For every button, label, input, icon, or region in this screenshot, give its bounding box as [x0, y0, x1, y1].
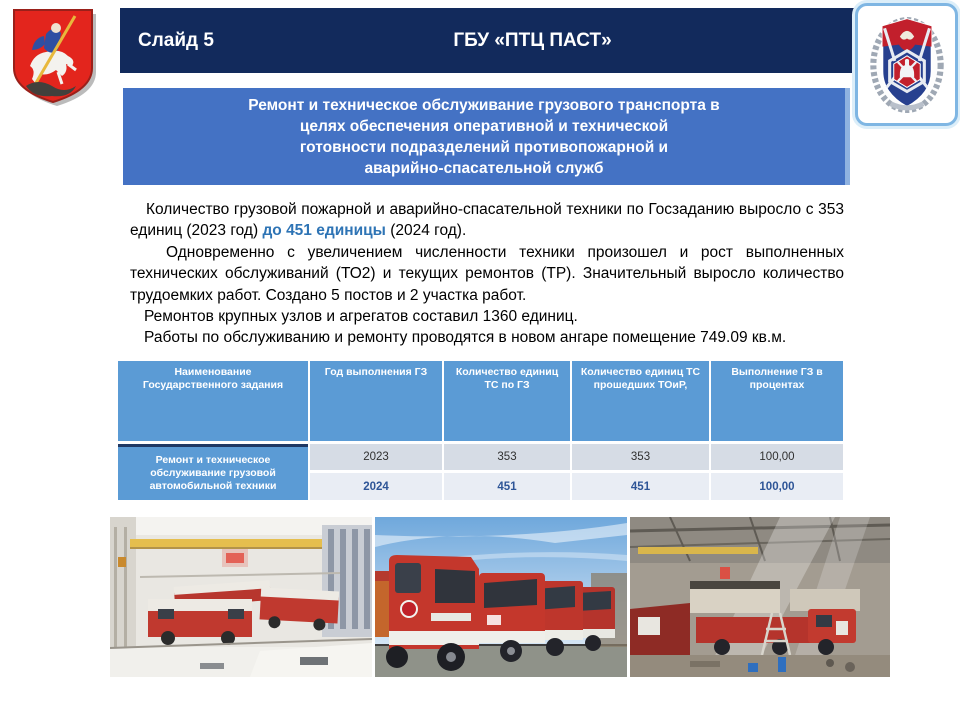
title-line: Ремонт и техническое обслуживание грузового транспорта в: [248, 96, 720, 114]
cell-year-2023: 2023: [310, 444, 442, 470]
table-header-units: Количество единиц ТС по ГЗ: [444, 361, 570, 441]
title-line: аварийно-спасательной служб: [364, 159, 604, 177]
cell-units-2023: 353: [444, 444, 570, 470]
cell-percent-2023: 100,00: [711, 444, 843, 470]
slide-title: [123, 88, 850, 185]
organization-title: ГБУ «ПТЦ ПАСТ»: [453, 29, 612, 51]
title-line: целях обеспечения оперативной и технической: [299, 117, 669, 135]
paragraph-units-growth: [130, 199, 844, 242]
body-text: [130, 199, 844, 349]
photo-workshop-interior: [630, 517, 890, 677]
table-header-year: Год выполнения ГЗ: [310, 361, 442, 441]
table-header-serviced: Количество единиц ТС прошедших ТОиР,: [572, 361, 709, 441]
cell-units-2024: 451: [444, 473, 570, 500]
state-task-table: [118, 361, 843, 500]
table-row-label: Ремонт и техническое обслуживание грузовой автомобильной техники: [118, 444, 308, 500]
table-header-percent: Выполнение ГЗ в процентах: [711, 361, 843, 441]
photo-garage-overview: [110, 517, 372, 677]
title-line: готовности подразделений противопожарной и: [299, 138, 669, 156]
cell-serviced-2024: 451: [572, 473, 709, 500]
p1-end: (2024 год).: [385, 222, 467, 240]
paragraph-hangar: Работы по обслуживанию и ремонту проводятся в новом ангаре помещение 749.09 кв.м.: [144, 329, 787, 347]
ptc-past-emblem: [855, 3, 958, 126]
cell-serviced-2023: 353: [572, 444, 709, 470]
paragraph-repairs-count: Ремонтов крупных узлов и агрегатов составил 1360 единиц.: [144, 308, 578, 326]
header-bar: [120, 8, 855, 73]
firefighter-emblem-icon: [870, 14, 944, 116]
moscow-coat-of-arms-icon: [8, 6, 100, 110]
table-header-task-name: Наименование Государственного задания: [118, 361, 308, 441]
cell-percent-2024: 100,00: [711, 473, 843, 500]
slide-number: Слайд 5: [138, 29, 214, 51]
cell-year-2024: 2024: [310, 473, 442, 500]
paragraph-maintenance-growth: Одновременно с увеличением численности техники произошел и рост выполненных технических обслуживаний (ТО2) и текущих ремонтов (ТР). Значительный выросло количество трудоемких работ. Создано 5 постов и 2 участка работ.: [130, 243, 844, 304]
photo-truck-lineup: [375, 517, 627, 677]
p1-start: Количество грузовой пожарной и аварийно-спасательной техники по Госзаданию выросло с 353 единиц (2023 год): [130, 201, 844, 240]
p1-emphasis: до 451 единицы: [262, 222, 386, 240]
